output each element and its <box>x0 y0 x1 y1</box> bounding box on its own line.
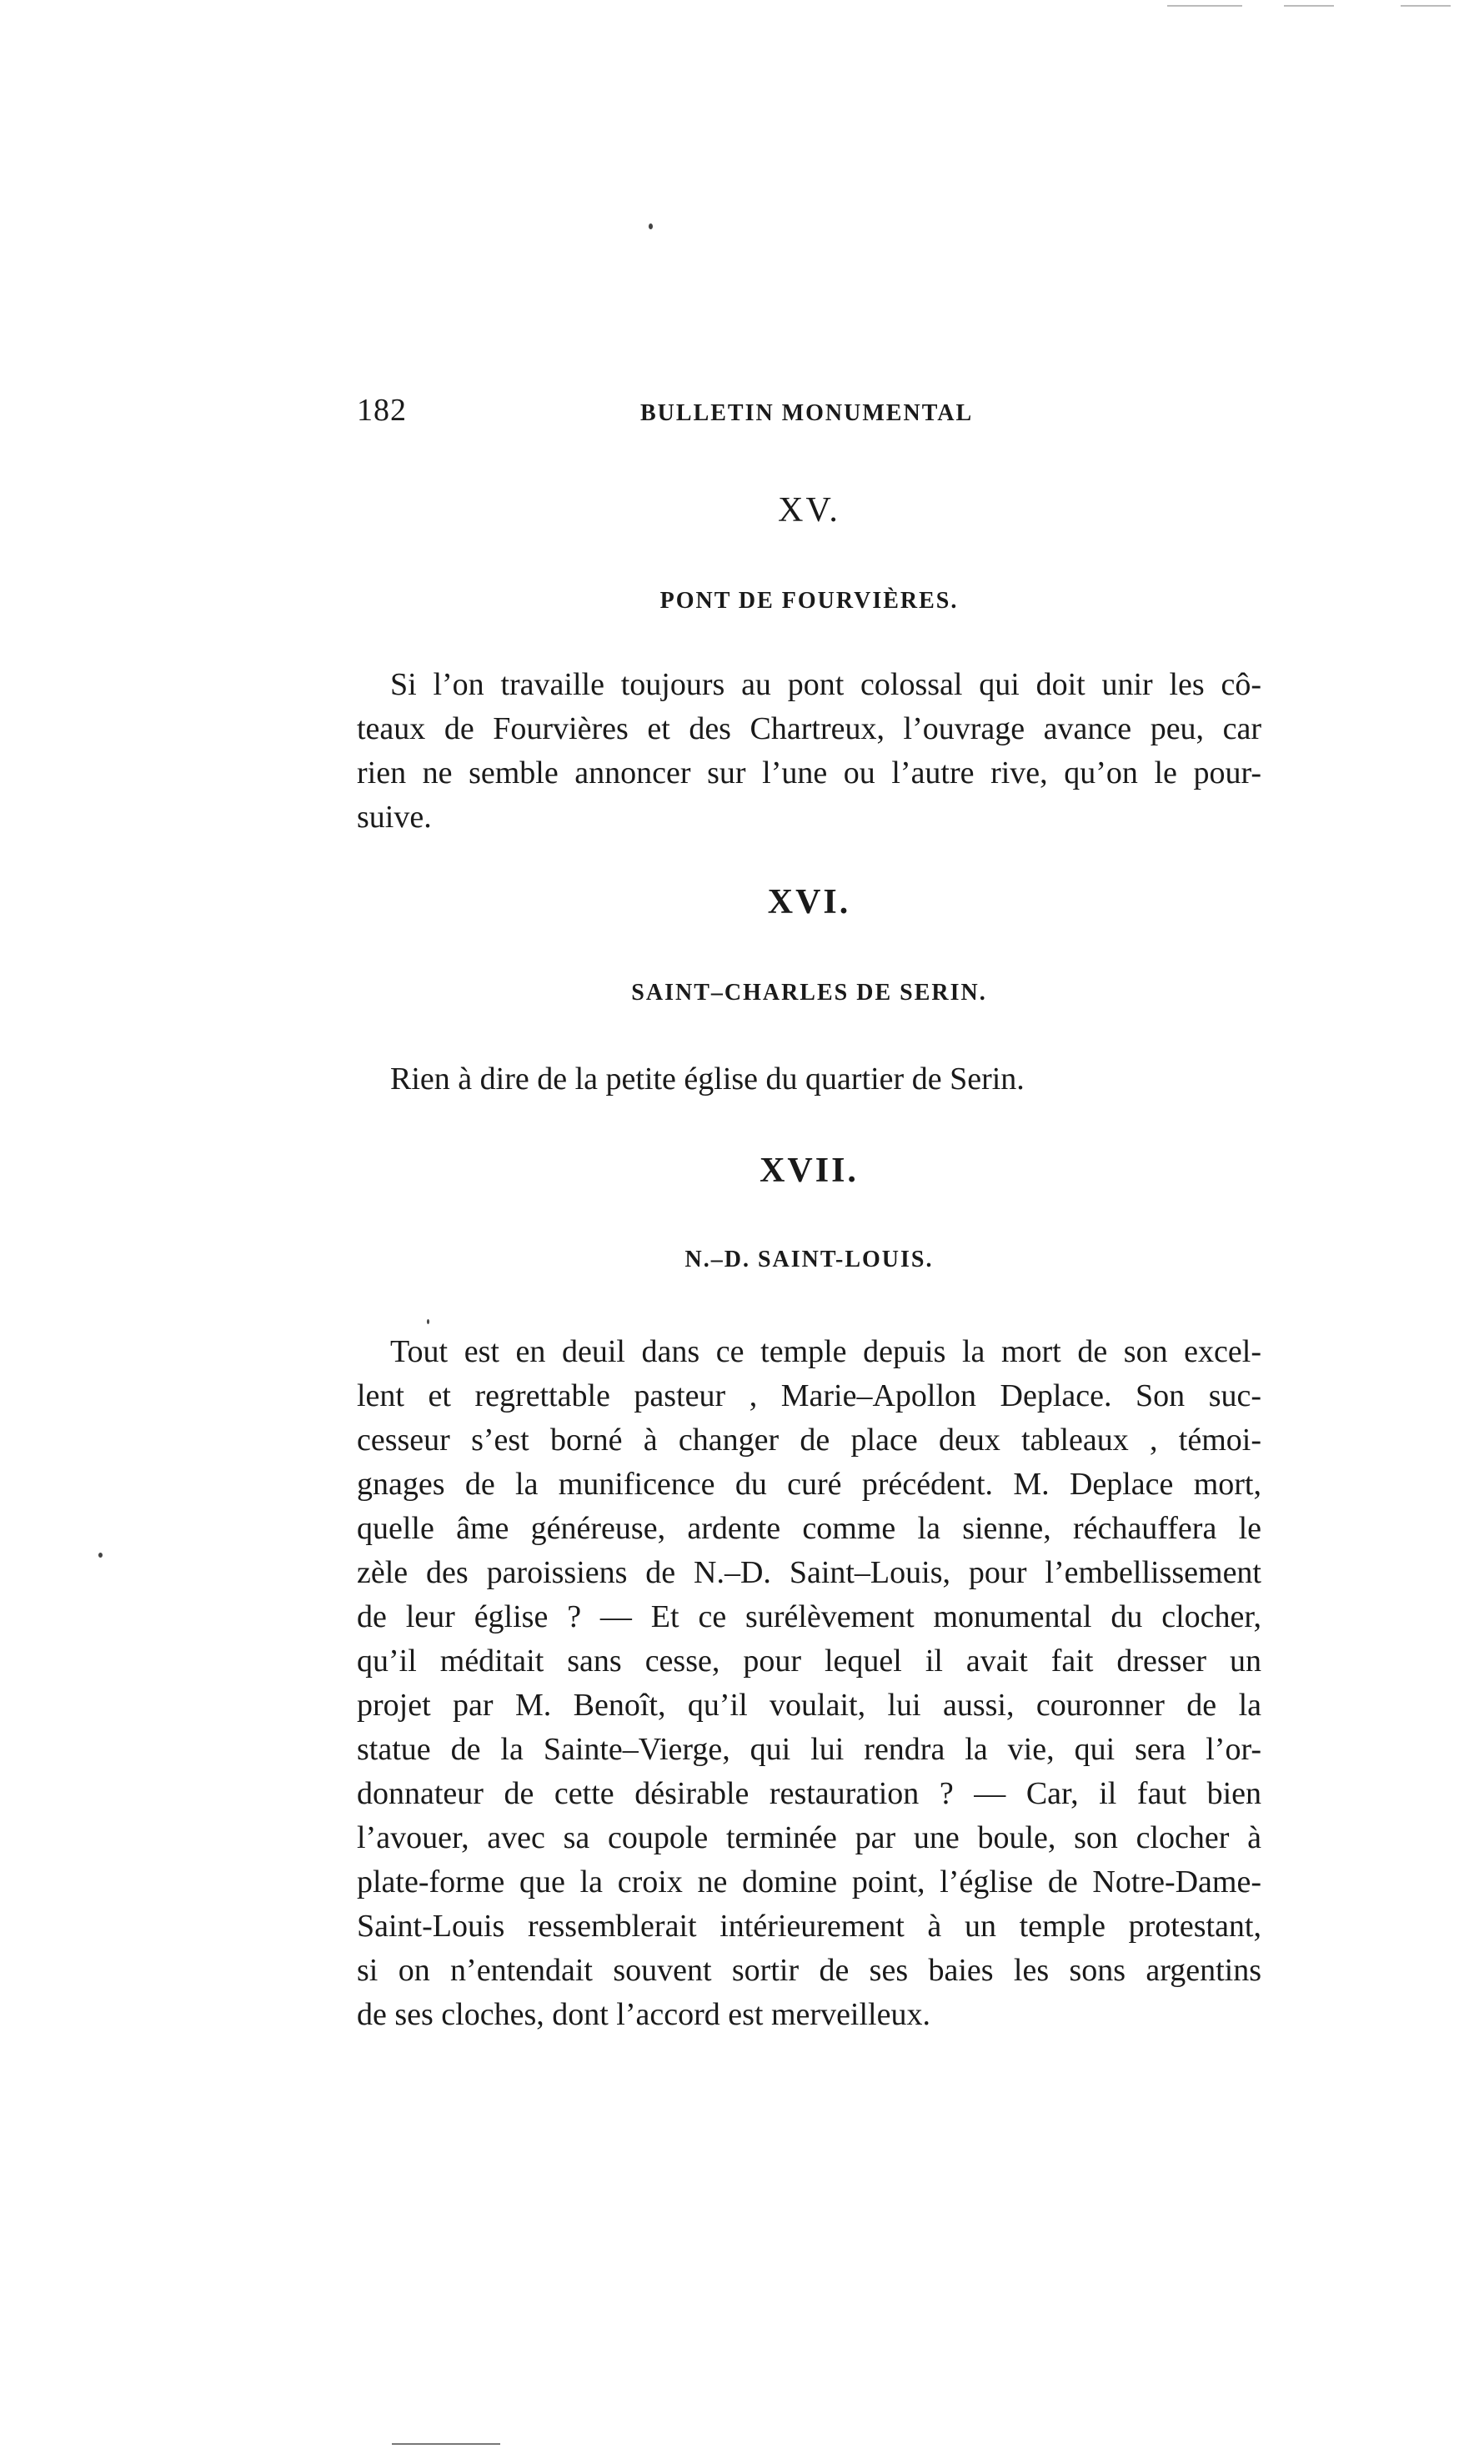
ink-speck <box>649 223 653 229</box>
text-line: Si l’on travaille toujours au pont colossal qui doit unir les cô- <box>390 667 1261 702</box>
scan-edge-mark <box>1167 5 1242 7</box>
section-numeral-xvi: XVI. <box>767 883 851 921</box>
section-heading-xv: PONT DE FOURVIÈRES. <box>659 588 959 614</box>
page-number: 182 <box>357 393 407 428</box>
scan-edge-mark <box>1401 5 1451 7</box>
section-heading-xvi: SAINT–CHARLES DE SERIN. <box>631 980 987 1006</box>
text-line: statue de la Sainte–Vierge, qui lui rendra la vie, qui sera l’or- <box>357 1732 1261 1767</box>
text-line: teaux de Fourvières et des Chartreux, l’ouvrage avance peu, car <box>357 711 1261 746</box>
text-line: rien ne semble annoncer sur l’une ou l’autre rive, qu’on le pour- <box>357 755 1261 790</box>
section-body-xvii <box>357 1330 1261 2037</box>
text-line: de leur église ? — Et ce surélèvement monumental du clocher, <box>357 1599 1261 1634</box>
text-line: l’avouer, avec sa coupole terminée par une boule, son clocher à <box>357 1820 1261 1855</box>
text-line: gnages de la munificence du curé précédent. M. Deplace mort, <box>357 1467 1261 1502</box>
scan-edge-mark <box>1284 5 1334 7</box>
text-line: suive. <box>357 800 432 835</box>
section-heading-xvii: N.–D. SAINT-LOUIS. <box>684 1247 934 1272</box>
text-line: lent et regrettable pasteur , Marie–Apollon Deplace. Son suc- <box>357 1378 1261 1413</box>
text-line: donnateur de cette désirable restauration ? — Car, il faut bien <box>357 1776 1261 1811</box>
running-title: BULLETIN MONUMENTAL <box>640 400 974 426</box>
text-line: projet par M. Benoît, qu’il voulait, lui aussi, couronner de la <box>357 1688 1261 1723</box>
ink-speck <box>427 1319 429 1324</box>
section-body-xvi <box>357 1057 1261 1102</box>
text-line: quelle âme généreuse, ardente comme la sienne, réchauffera le <box>357 1511 1261 1546</box>
section-body-xv <box>357 663 1261 840</box>
running-head <box>357 392 1261 442</box>
text-line: cesseur s’est borné à changer de place deux tableaux , témoi- <box>357 1423 1261 1458</box>
text-line: qu’il méditait sans cesse, pour lequel il avait fait dresser un <box>357 1644 1261 1679</box>
section-numeral-xv: XV. <box>778 491 840 529</box>
text-line: si on n’entendait souvent sortir de ses baies les sons argentins <box>357 1953 1261 1988</box>
text-line: zèle des paroissiens de N.–D. Saint–Louis, pour l’embellissement <box>357 1555 1261 1590</box>
text-line: plate-forme que la croix ne domine point, l’église de Notre-Dame- <box>357 1864 1261 1899</box>
text-line: Rien à dire de la petite église du quartier de Serin. <box>390 1061 1025 1097</box>
bottom-rule <box>392 2443 500 2445</box>
text-line: Tout est en deuil dans ce temple depuis la mort de son excel- <box>390 1334 1261 1369</box>
text-line: Saint-Louis ressemblerait intérieurement à un temple protestant, <box>357 1909 1261 1944</box>
text-line: de ses cloches, dont l’accord est merveilleux. <box>357 1997 930 2032</box>
section-numeral-xvii: XVII. <box>760 1152 859 1190</box>
ink-speck <box>98 1553 103 1558</box>
